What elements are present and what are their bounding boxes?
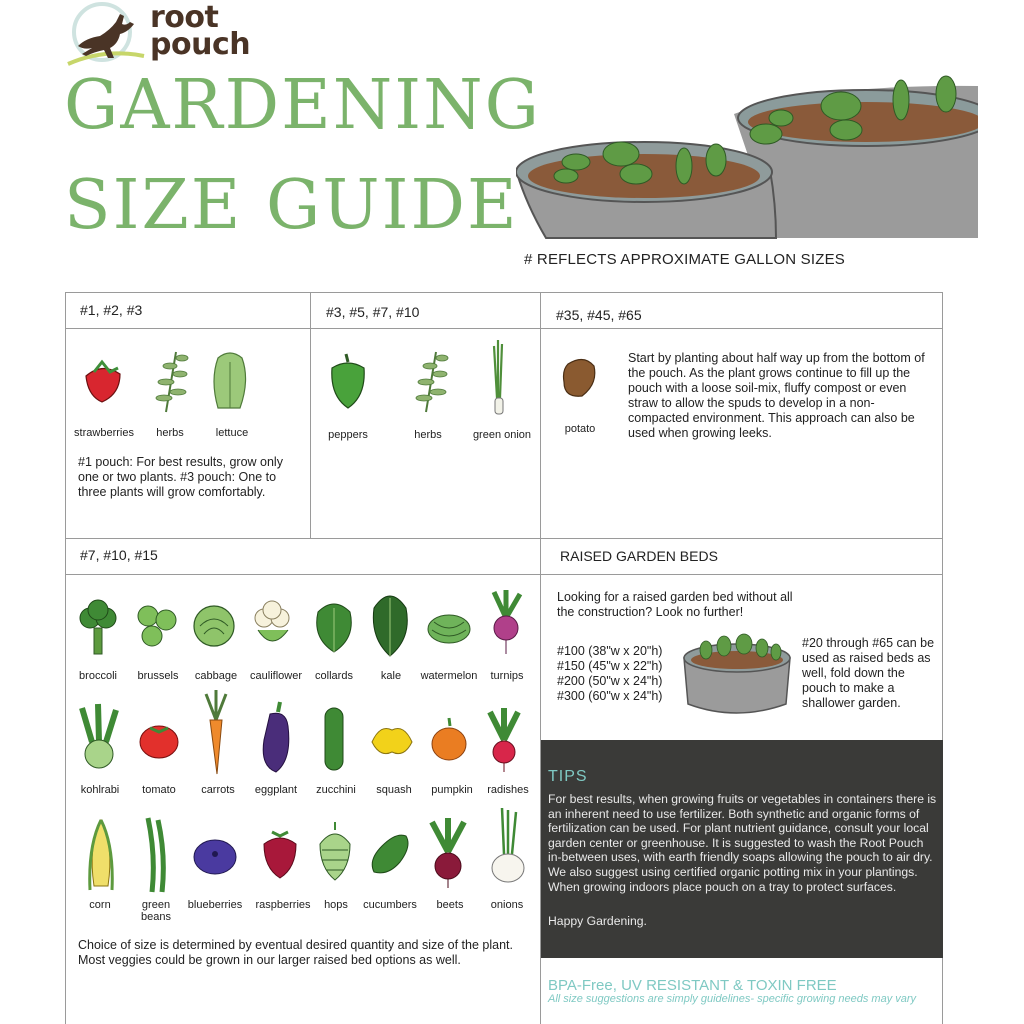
green-onion-icon <box>488 338 512 418</box>
lettuce-icon <box>208 350 252 410</box>
hops-icon <box>316 820 354 882</box>
logo-line-2: pouch <box>150 27 251 62</box>
section-header-raised-beds: RAISED GARDEN BEDS <box>560 548 718 564</box>
radish-icon <box>482 706 526 772</box>
item-label: corn <box>89 899 111 911</box>
herbs-icon <box>146 348 192 412</box>
section-header-small: #1, #2, #3 <box>80 302 143 318</box>
item-label: peppers <box>328 429 368 441</box>
item-label: kohlrabi <box>80 784 120 796</box>
item-label: herbs <box>156 427 184 439</box>
kale-icon <box>370 588 412 658</box>
item-label: herbs <box>414 429 442 441</box>
section-header-medium: #3, #5, #7, #10 <box>326 304 420 320</box>
item-label: radishes <box>487 784 529 796</box>
raised-size: #150 (45"w x 22"h) <box>557 659 663 673</box>
item-label: beets <box>436 899 464 911</box>
strawberry-icon <box>80 358 126 404</box>
tomato-icon <box>138 720 180 760</box>
tips-title: TIPS <box>548 768 588 785</box>
logo-line-1: root <box>150 0 219 35</box>
item-label: onions <box>490 899 524 911</box>
beet-icon <box>426 816 470 888</box>
raised-size: #300 (60"w x 24"h) <box>557 689 663 703</box>
item-label: potato <box>564 423 596 435</box>
onion-icon <box>488 806 528 888</box>
squash-icon <box>370 720 414 760</box>
brussels-icon <box>134 602 180 652</box>
hero-pouch-illustration <box>516 64 978 240</box>
item-label: cucumbers <box>363 899 417 911</box>
item-label: squash <box>376 784 412 796</box>
cabbage-icon <box>192 602 238 648</box>
carrot-icon <box>198 690 234 774</box>
raised-size: #100 (38"w x 20"h) <box>557 644 663 658</box>
raised-size: #200 (50"w x 24"h) <box>557 674 663 688</box>
item-label: zucchini <box>316 784 356 796</box>
page-title-line-2: SIZE GUIDE <box>64 166 519 245</box>
item-label: broccoli <box>79 670 117 682</box>
item-label: hops <box>324 899 348 911</box>
tips-body: For best results, when growing fruits or vegetables in containers there is an inherent need to use fertilizer. Both synthetic and organic forms of fertilization can be used. For plant nutrient guidance, consult your local garden center or greenhouse. It is suggested to wash the Root Pouch in-between uses, with earth friendly soaps allowing the pouch to air dry. We also suggest using certified organic potting mix in your plantings. When growing indoors place pouch on a tray to protect surfaces. <box>548 792 937 894</box>
grid-border <box>65 292 943 293</box>
herbs-icon <box>406 348 452 412</box>
section-header-large: #35, #45, #65 <box>556 307 642 323</box>
turnip-icon <box>484 588 528 656</box>
item-label: lettuce <box>215 427 249 439</box>
raised-size-list <box>557 644 662 704</box>
item-label: watermelon <box>420 670 478 682</box>
potato-icon <box>560 356 598 400</box>
item-label: carrots <box>201 784 235 796</box>
cucumber-icon <box>368 830 412 878</box>
grid-border <box>65 292 66 1024</box>
item-label: cabbage <box>194 670 238 682</box>
raised-note: #20 through #65 can be used as raised beds as well, fold down the pouch to make a shallower garden. <box>802 636 935 710</box>
section-header-veggies: #7, #10, #15 <box>80 547 158 563</box>
item-label: green beans <box>141 899 171 923</box>
item-label: kale <box>380 670 402 682</box>
watermelon-icon <box>426 612 472 646</box>
blueberry-icon <box>192 836 238 878</box>
grid-border <box>310 292 311 538</box>
section-note: #1 pouch: For best results, grow only one or two plants. #3 pouch: One to three plants will grow comfortably. <box>78 455 283 499</box>
broccoli-icon <box>78 600 118 656</box>
raised-intro: Looking for a raised garden bed without all the construction? Look no further! <box>557 590 793 619</box>
item-label: raspberries <box>255 899 311 911</box>
grid-border <box>65 538 943 539</box>
grid-border <box>65 328 943 329</box>
grid-border <box>65 574 943 575</box>
item-label: eggplant <box>254 784 298 796</box>
section-note: Choice of size is determined by eventual desired quantity and size of the plant. Most veggies could be grown in our larger raised bed options as well. <box>78 938 513 967</box>
green-beans-icon <box>142 816 172 894</box>
brand-logo <box>150 0 251 62</box>
bpa-statement: BPA-Free, UV RESISTANT & TOXIN FREE <box>548 977 837 994</box>
raised-bed-pouch-icon <box>682 628 792 716</box>
page-title-line-1: GARDENING <box>64 66 541 145</box>
section-note: Start by planting about half way up from the bottom of the pouch. As the plant grows continue to fill up the pouch with a loose soil-mix, fluffy compost or even straw to allow the spuds to develop in a non-compacted environment. This approach can also be used when growing leeks. <box>628 351 925 440</box>
disclaimer: All size suggestions are simply guidelines- specific growing needs may vary <box>548 993 917 1005</box>
item-label: green onion <box>472 429 532 441</box>
item-label: strawberries <box>74 427 134 439</box>
collards-icon <box>312 598 356 654</box>
item-label: collards <box>315 670 353 682</box>
cauliflower-icon <box>252 600 294 652</box>
item-label: pumpkin <box>431 784 473 796</box>
pumpkin-icon <box>430 716 468 762</box>
pepper-icon <box>326 352 370 410</box>
item-label: tomato <box>142 784 176 796</box>
eggplant-icon <box>258 700 294 776</box>
tips-signoff: Happy Gardening. <box>548 914 647 928</box>
corn-icon <box>86 816 116 892</box>
item-label: turnips <box>490 670 524 682</box>
zucchini-icon <box>322 706 346 772</box>
item-label: blueberries <box>187 899 243 911</box>
gallon-note: # REFLECTS APPROXIMATE GALLON SIZES <box>524 251 845 268</box>
kohlrabi-icon <box>78 702 120 770</box>
raspberry-icon <box>260 826 300 880</box>
item-label: cauliflower <box>250 670 302 682</box>
item-label: brussels <box>137 670 179 682</box>
